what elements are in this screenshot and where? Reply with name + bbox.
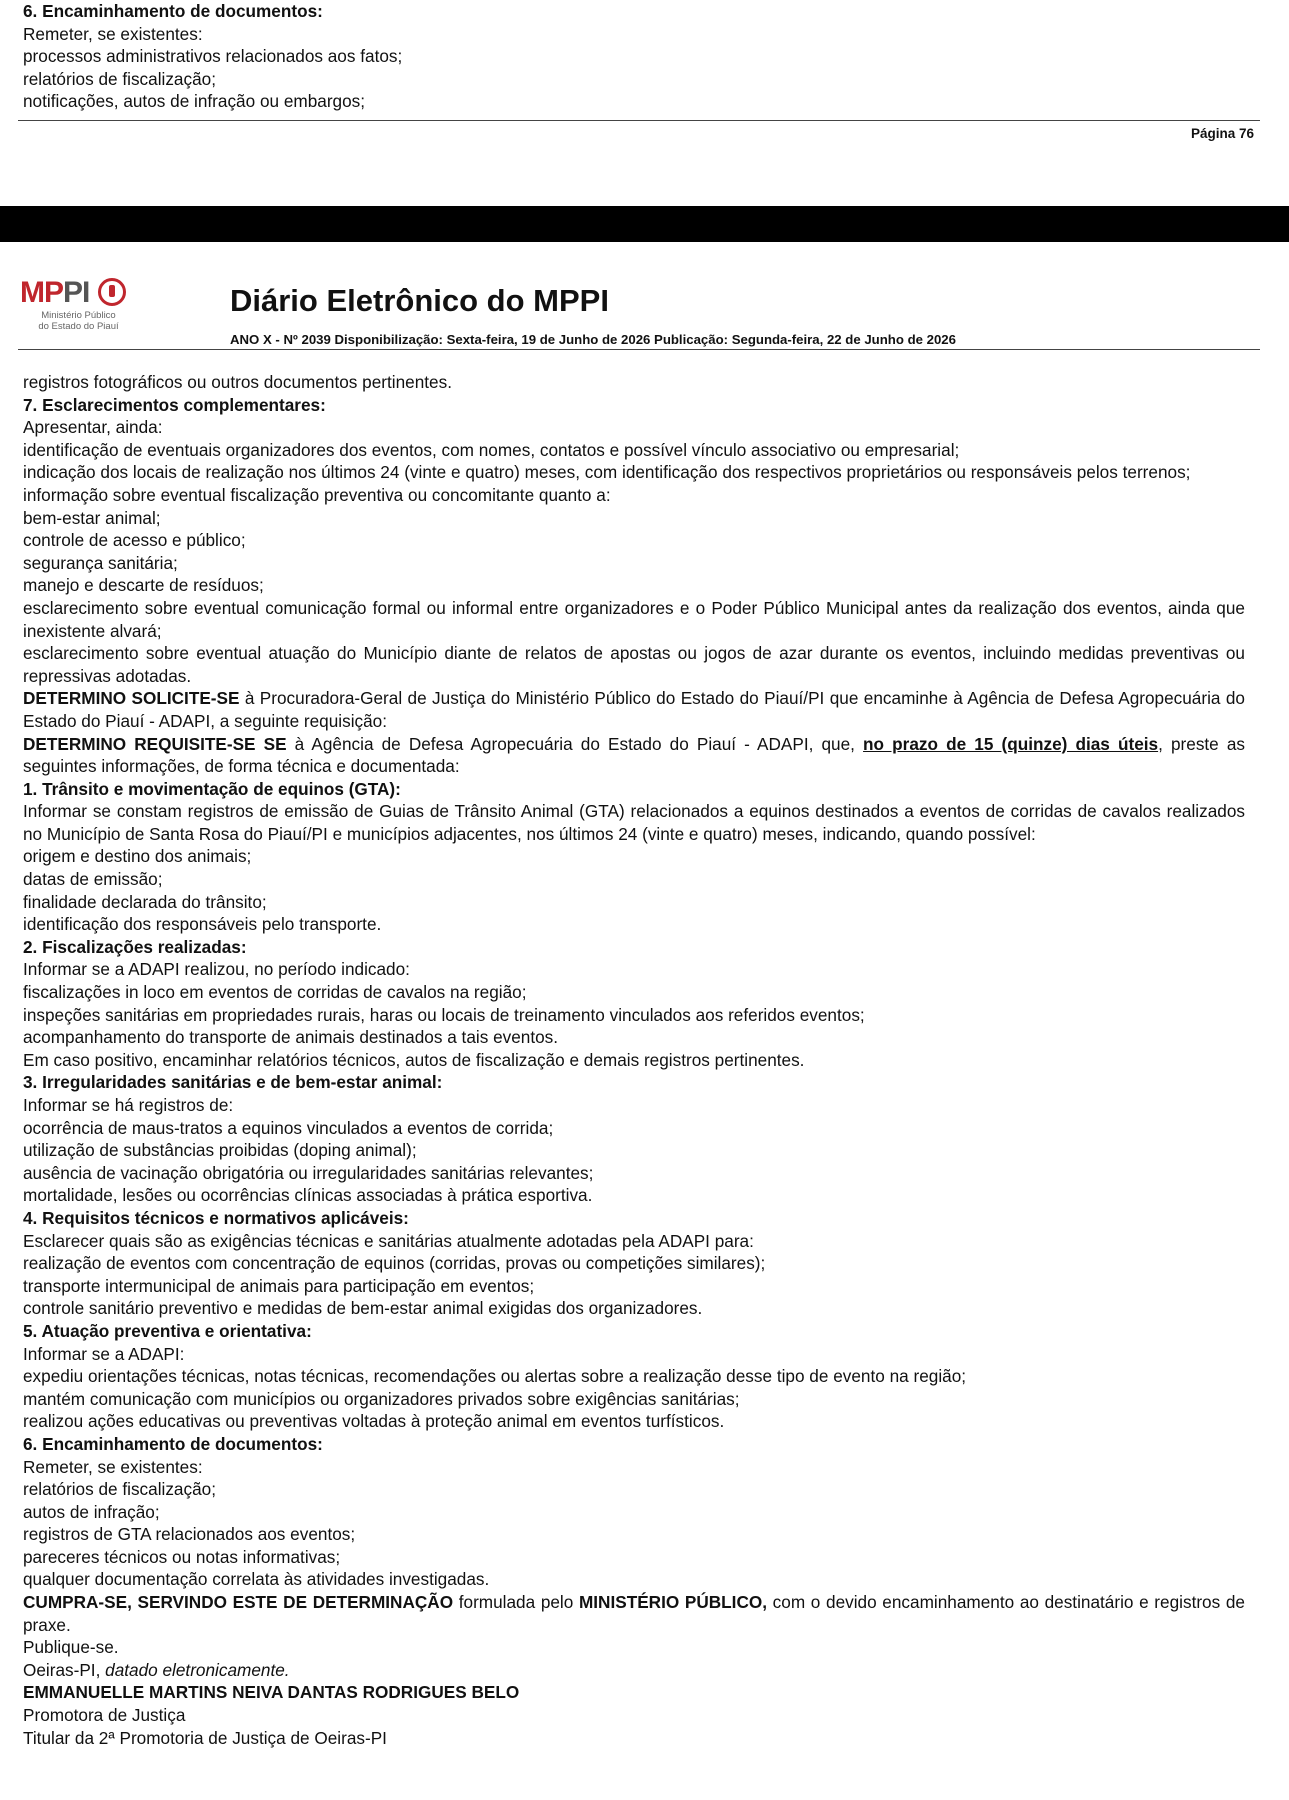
list-item: transporte intermunicipal de animais para participação em eventos; <box>23 1275 535 1296</box>
list-item: manejo e descarte de resíduos; <box>23 575 264 596</box>
list-item: mantém comunicação com municípios ou organizadores privados sobre exigências sanitárias; <box>23 1388 740 1409</box>
list-item: notificações, autos de infração ou embargos; <box>23 91 366 112</box>
list-item: identificação dos responsáveis pelo transporte. <box>23 914 382 935</box>
issuer-name: MINISTÉRIO PÚBLICO, <box>578 1592 768 1613</box>
section-heading: 6. Encaminhamento de documentos: <box>23 1433 323 1454</box>
header-divider <box>18 349 1260 350</box>
section-heading: 4. Requisitos técnicos e normativos aplicáveis: <box>23 1207 409 1228</box>
signatory-office: Titular da 2ª Promotoria de Justiça de Oeiras-PI <box>23 1727 387 1748</box>
text-line: Em caso positivo, encaminhar relatórios técnicos, autos de fiscalização e demais registros pertinentes. <box>23 1049 805 1070</box>
list-item: processos administrativos relacionados aos fatos; <box>23 46 403 67</box>
list-item: relatórios de fiscalização; <box>23 1479 216 1500</box>
signatory-title: Promotora de Justiça <box>23 1705 186 1726</box>
text-line: Esclarecer quais são as exigências técnicas e sanitárias atualmente adotadas pela ADAPI para: <box>23 1230 754 1251</box>
mppi-logo <box>20 276 132 336</box>
page-break-bar <box>0 206 1289 242</box>
journal-title: Diário Eletrônico do MPPI <box>230 283 609 318</box>
list-item: identificação de eventuais organizadores dos eventos, com nomes, contatos e possível vínculo associativo ou empresarial; <box>23 439 960 460</box>
list-item: controle de acesso e público; <box>23 530 246 551</box>
list-item: utilização de substâncias proibidas (doping animal); <box>23 1140 417 1161</box>
logo-text: MPPI <box>20 276 90 309</box>
list-item: acompanhamento do transporte de animais destinados a tais eventos. <box>23 1027 559 1048</box>
list-item: finalidade declarada do trânsito; <box>23 891 267 912</box>
determination-label: DETERMINO SOLICITE-SE <box>23 688 240 709</box>
previous-page-fragment <box>23 0 1245 113</box>
list-item: qualquer documentação correlata às atividades investigadas. <box>23 1569 490 1590</box>
list-item: indicação dos locais de realização nos últimos 24 (vinte e quatro) meses, com identificação dos respectivos proprietários ou responsáveis pelos terrenos; <box>23 462 1191 483</box>
list-item: registros de GTA relacionados aos eventos; <box>23 1524 356 1545</box>
deadline-text: no prazo de 15 (quinze) dias úteis <box>863 733 1159 754</box>
requisition-label: DETERMINO REQUISITE-SE SE <box>23 733 287 754</box>
text-line: Remeter, se existentes: <box>23 1456 203 1477</box>
signatory-name: EMMANUELLE MARTINS NEIVA DANTAS RODRIGUES BELO <box>23 1682 520 1703</box>
list-item: datas de emissão; <box>23 869 163 890</box>
list-item: autos de infração; <box>23 1501 160 1522</box>
section-heading: 3. Irregularidades sanitárias e de bem-estar animal: <box>23 1072 443 1093</box>
document-body <box>23 371 1245 1749</box>
place-date: Oeiras-PI, datado eletronicamente. <box>23 1659 290 1680</box>
issue-info: ANO X - Nº 2039 Disponibilização: Sexta-feira, 19 de Junho de 2026 Publicação: Segunda-feira, 22 de Junho de 2026 <box>230 332 956 347</box>
list-item: ausência de vacinação obrigatória ou irregularidades sanitárias relevantes; <box>23 1162 594 1183</box>
paragraph: DETERMINO SOLICITE-SE à Procuradora-Geral de Justiça do Ministério Público do Estado do Piauí/PI que encaminhe à Agência de Defesa Agropecuária do Estado do Piauí - ADAPI, a seguinte requisição: <box>23 688 1245 731</box>
paragraph: CUMPRA-SE, SERVINDO ESTE DE DETERMINAÇÃO formulada pelo MINISTÉRIO PÚBLICO, com o devido encaminhamento ao destinatário e registros de praxe. <box>23 1592 1245 1635</box>
section-heading: 7. Esclarecimentos complementares: <box>23 394 326 415</box>
list-item: origem e destino dos animais; <box>23 846 252 867</box>
page-divider <box>18 120 1260 121</box>
section-heading: 1. Trânsito e movimentação de equinos (GTA): <box>23 778 401 799</box>
list-item: segurança sanitária; <box>23 552 178 573</box>
text-line: Informar se a ADAPI realizou, no período indicado: <box>23 959 410 980</box>
paragraph: Informar se constam registros de emissão de Guias de Trânsito Animal (GTA) relacionados a equinos destinados a eventos de corridas de cavalos realizados no Município de Santa Rosa do Piauí/PI e municípios adjacentes, nos últimos 24 (vinte e quatro) meses, indicando, quando possível: <box>23 801 1245 844</box>
section-heading: 6. Encaminhamento de documentos: <box>23 1 323 21</box>
section-heading: 5. Atuação preventiva e orientativa: <box>23 1320 312 1341</box>
list-item: realizou ações educativas ou preventivas voltadas à proteção animal em eventos turfísticos. <box>23 1411 725 1432</box>
section-heading: 2. Fiscalizações realizadas: <box>23 936 247 957</box>
list-item: pareceres técnicos ou notas informativas; <box>23 1546 341 1567</box>
paragraph: DETERMINO REQUISITE-SE SE à Agência de Defesa Agropecuária do Estado do Piauí - ADAPI, que, no prazo de 15 (quinze) dias úteis, preste as seguintes informações, de forma técnica e documentada: <box>23 733 1246 777</box>
closing-order: CUMPRA-SE, SERVINDO ESTE DE DETERMINAÇÃO <box>23 1592 454 1613</box>
list-item: esclarecimento sobre eventual atuação do Município diante de relatos de apostas ou jogos de azar durante os eventos, incluindo medidas preventivas ou repressivas adotadas. <box>23 643 1245 686</box>
emblem-icon <box>98 278 126 306</box>
text-line: Apresentar, ainda: <box>23 417 163 438</box>
text-line: Informar se há registros de: <box>23 1095 234 1115</box>
text-line: Informar se a ADAPI: <box>23 1343 185 1364</box>
text-line: Remeter, se existentes: <box>23 23 203 44</box>
list-item: inspeções sanitárias em propriedades rurais, haras ou locais de treinamento vinculados aos referidos eventos; <box>23 1004 865 1025</box>
list-item: bem-estar animal; <box>23 507 161 528</box>
list-item: controle sanitário preventivo e medidas de bem-estar animal exigidas dos organizadores. <box>23 1298 703 1319</box>
list-item: expediu orientações técnicas, notas técnicas, recomendações ou alertas sobre a realização desse tipo de evento na região; <box>23 1366 967 1387</box>
list-item: mortalidade, lesões ou ocorrências clínicas associadas à prática esportiva. <box>23 1185 593 1206</box>
list-item: registros fotográficos ou outros documentos pertinentes. <box>23 372 452 392</box>
list-item: ocorrência de maus-tratos a equinos vinculados a eventos de corrida; <box>23 1117 554 1138</box>
list-item: relatórios de fiscalização; <box>23 68 216 89</box>
list-item: realização de eventos com concentração de equinos (corridas, provas ou competições similares); <box>23 1253 766 1274</box>
list-item: esclarecimento sobre eventual comunicação formal ou informal entre organizadores e o Poder Público Municipal antes da realização dos eventos, ainda que inexistente alvará; <box>23 597 1245 641</box>
text-line: informação sobre eventual fiscalização preventiva ou concomitante quanto a: <box>23 484 611 505</box>
logo-caption: Ministério Público do Estado do Piauí <box>38 310 119 332</box>
list-item: fiscalizações in loco em eventos de corridas de cavalos na região; <box>23 982 527 1003</box>
page-number: Página 76 <box>1190 126 1254 141</box>
text-line: Publique-se. <box>23 1637 119 1658</box>
